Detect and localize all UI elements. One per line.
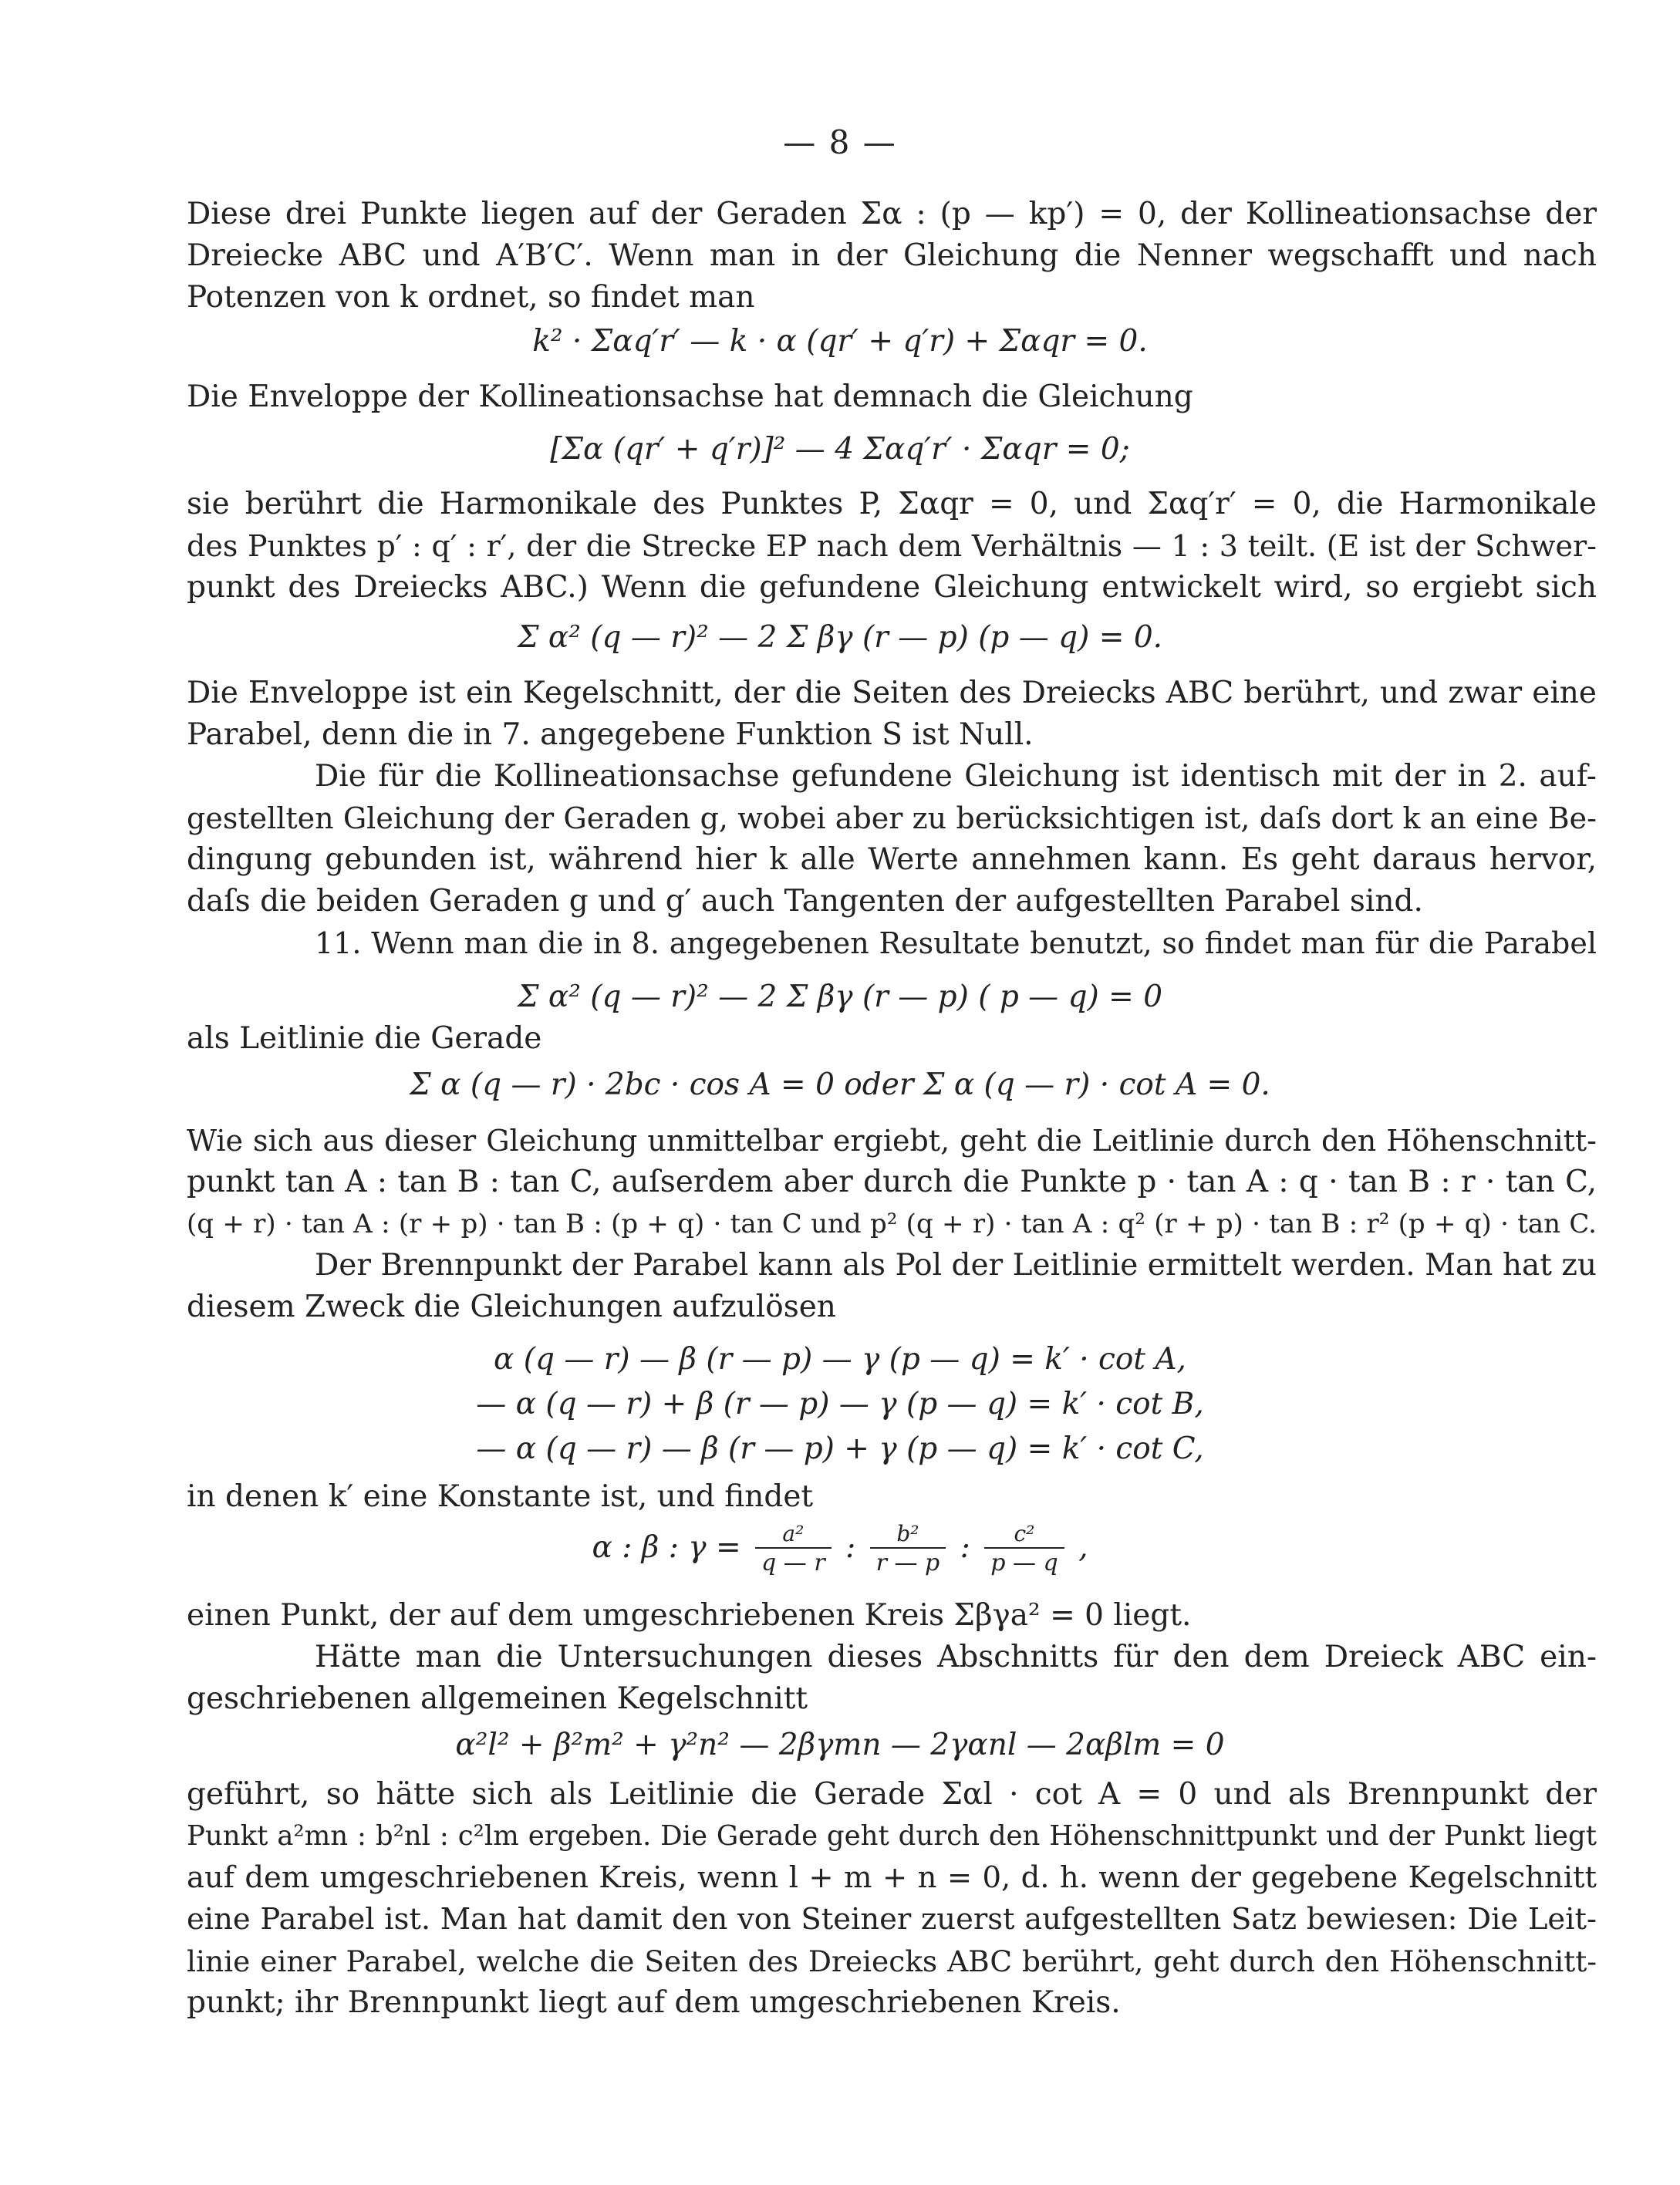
text-line: Potenzen von k ordnet, so findet man [187, 280, 755, 315]
fraction-denominator: r — p [875, 1549, 940, 1576]
text-line: Dreiecke ABC und A′B′C′. Wenn man in der Gleichung die Nenner wegschafft und nach [187, 238, 1597, 273]
text-line: geschriebenen allgemeinen Kegelschnitt [187, 1681, 808, 1716]
text-line: Parabel, denn die in 7. angegebene Funktion S ist Null. [187, 717, 1034, 752]
formula-end: , [1078, 1530, 1088, 1565]
formula-equation: k² · Σαq′r′ — k · α (qr′ + q′r) + Σαqr = 0. [532, 324, 1148, 359]
formula-equation: Σ α² (q — r)² — 2 Σ βγ (r — p) (p — q) = 0. [517, 620, 1163, 655]
text-line: geführt, so hätte sich als Leitlinie die Gerade Σαl · cot A = 0 und als Brennpunkt der [187, 1777, 1597, 1812]
text-line: als Leitlinie die Gerade [187, 1021, 542, 1056]
text-line: des Punktes p′ : q′ : r′, der die Strecke EP nach dem Verhältnis — 1 : 3 teilt. (E ist der Schwer- [187, 529, 1597, 563]
text-line: Wie sich aus dieser Gleichung unmittelbar ergiebt, geht die Leitlinie durch den Höhenschnitt- [187, 1124, 1597, 1158]
fraction [984, 1521, 1064, 1578]
formula-equation: Σ α (q — r) · 2bc · cos A = 0 oder Σ α (q — r) · cot A = 0. [410, 1067, 1270, 1102]
text-line: Die Enveloppe der Kollineationsachse hat demnach die Gleichung [187, 379, 1193, 414]
text-line: dingung gebunden ist, während hier k alle Werte annehmen kann. Es geht daraus hervor, [187, 842, 1597, 877]
text-line: auf dem umgeschriebenen Kreis, wenn l + m + n = 0, d. h. wenn der gegebene Kegelschnitt [187, 1860, 1597, 1895]
text-line: Diese drei Punkte liegen auf der Geraden Σα : (p — kp′) = 0, der Kollineationsachse der [187, 197, 1597, 231]
text-line: Die für die Kollineationsachse gefundene Gleichung ist identisch mit der in 2. auf- [315, 759, 1597, 794]
text-line: in denen k′ eine Konstante ist, und findet [187, 1479, 814, 1514]
formula-equation: — α (q — r) — β (r — p) + γ (p — q) = k′ · cot C, [476, 1431, 1204, 1466]
text-line: daſs die beiden Geraden g und g′ auch Tangenten der aufgestellten Parabel sind. [187, 884, 1423, 919]
fraction-denominator: p — q [990, 1549, 1058, 1576]
text-line: Die Enveloppe ist ein Kegelschnitt, der die Seiten des Dreiecks ABC berührt, und zwar eine [187, 676, 1597, 710]
fraction [755, 1521, 832, 1578]
fraction-denominator: q — r [761, 1549, 825, 1576]
text-line: einen Punkt, der auf dem umgeschriebenen Kreis Σβγa² = 0 liegt. [187, 1598, 1192, 1633]
text-line: Der Brennpunkt der Parabel kann als Pol der Leitlinie ermittelt werden. Man hat zu [315, 1248, 1597, 1283]
page-number: — 8 — [783, 123, 897, 161]
fraction-numerator: c² [984, 1521, 1064, 1549]
fraction-numerator: a² [755, 1521, 832, 1549]
ratio-separator: : [845, 1530, 856, 1565]
text-line: punkt des Dreiecks ABC.) Wenn die gefundene Gleichung entwickelt wird, so ergiebt sich [187, 570, 1597, 605]
text-line: diesem Zweck die Gleichungen aufzulösen [187, 1290, 836, 1324]
text-line: (q + r) · tan A : (r + p) · tan B : (p + q) · tan C und p² (q + r) · tan A : q² (r + p) · tan B : r² (p + q) · tan C. [187, 1209, 1597, 1239]
text-line: punkt; ihr Brennpunkt liegt auf dem umgeschriebenen Kreis. [187, 1985, 1121, 2020]
text-line: 11. Wenn man die in 8. angegebenen Resultate benutzt, so findet man für die Parabel [315, 926, 1597, 960]
formula-equation: — α (q — r) + β (r — p) — γ (p — q) = k′ · cot B, [476, 1387, 1204, 1421]
text-line: gestellten Gleichung der Geraden g, wobei aber zu berücksichtigen ist, daſs dort k an eine Be- [187, 801, 1597, 835]
formula-lhs: α : β : γ = [592, 1530, 741, 1565]
text-line: linie einer Parabel, welche die Seiten des Dreiecks ABC berührt, geht durch den Höhenschnitt- [187, 1944, 1597, 1978]
fraction-numerator: b² [870, 1521, 946, 1549]
ratio-separator: : [960, 1530, 970, 1565]
text-line: sie berührt die Harmonikale des Punktes P, Σαqr = 0, und Σαq′r′ = 0, die Harmonikale [187, 487, 1597, 521]
formula-equation: [Σα (qr′ + q′r)]² — 4 Σαq′r′ · Σαqr = 0; [550, 432, 1130, 467]
formula-equation: α²l² + β²m² + γ²n² — 2βγmn — 2γαnl — 2αβlm = 0 [455, 1728, 1225, 1762]
fraction [870, 1521, 946, 1578]
formula-fraction [0, 1521, 1680, 1578]
text-line: Punkt a²mn : b²nl : c²lm ergeben. Die Gerade geht durch den Höhenschnittpunkt und der Punkt liegt [187, 1820, 1597, 1852]
text-line: Hätte man die Untersuchungen dieses Abschnitts für den dem Dreieck ABC ein- [315, 1640, 1597, 1674]
text-line: eine Parabel ist. Man hat damit den von Steiner zuerst aufgestellten Satz bewiesen: Die Leit- [187, 1902, 1597, 1937]
formula-equation: Σ α² (q — r)² — 2 Σ βγ (r — p) ( p — q) = 0 [517, 980, 1163, 1014]
formula-equation: α (q — r) — β (r — p) — γ (p — q) = k′ · cot A, [494, 1342, 1186, 1377]
text-line: punkt tan A : tan B : tan C, auſserdem aber durch die Punkte p · tan A : q · tan B : r · tan C, [187, 1165, 1597, 1199]
